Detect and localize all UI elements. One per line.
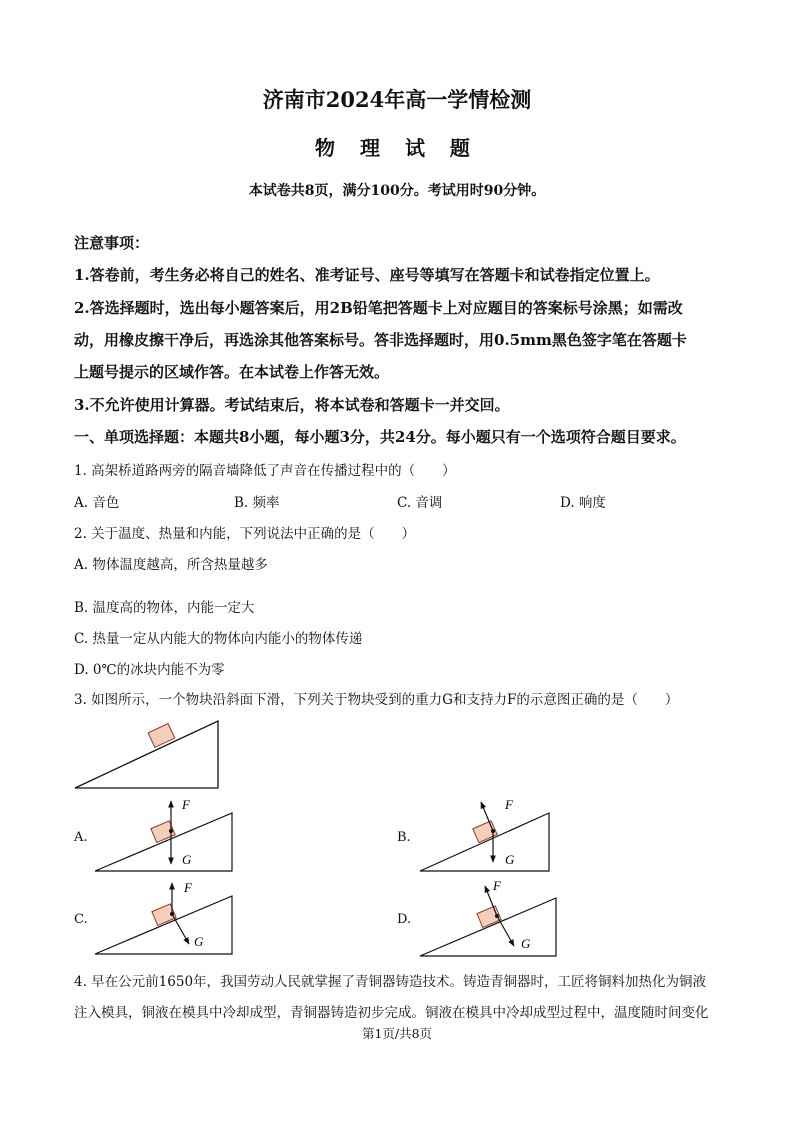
label-f: F <box>493 878 501 893</box>
incline-triangle <box>420 898 556 956</box>
label-g: G <box>521 936 531 951</box>
q3-main-figure <box>74 718 224 792</box>
q3-option-d-label: D. <box>397 912 412 927</box>
section-heading: 一、单项选择题：本题共8小题，每小题3分，共24分。每小题只有一个选项符合题目要求。 <box>74 428 686 446</box>
q3-option-c-diagram <box>92 878 237 958</box>
incline-triangle <box>75 721 218 788</box>
notice-line-5: 3.不允许使用计算器。考试结束后，将本试卷和答题卡一并交回。 <box>74 396 510 414</box>
q3-option-a-label: A. <box>74 830 88 845</box>
label-f: F <box>182 797 190 812</box>
notice-line-4: 上题号提示的区域作答。在本试卷上作答无效。 <box>74 363 390 381</box>
incline-triangle <box>420 813 549 871</box>
q2-option-a: A. 物体温度越高，所含热量越多 <box>74 557 268 573</box>
force-g-arrow <box>497 916 514 946</box>
force-g-arrow <box>172 914 189 944</box>
q4-line-1: 4. 早在公元前1650年，我国劳动人民就掌握了青铜器铸造技术。铸造青铜器时，工匠将铜料加热化为铜液 <box>74 974 707 990</box>
q1-stem: 1. 高架桥道路两旁的隔音墙降低了声音在传播过程中的（ ） <box>74 463 456 479</box>
label-g: G <box>505 852 515 867</box>
exam-info: 本试卷共8页，满分100分。考试用时90分钟。 <box>248 183 546 199</box>
subject-title: 物 理 试 题 <box>315 136 479 160</box>
q3-option-d-diagram <box>417 878 562 958</box>
q3-option-b-diagram <box>417 796 562 876</box>
q4-line-2: 注入模具，铜液在模具中冷却成型，青铜器铸造初步完成。铜液在模具中冷却成型过程中，温度随时间变化 <box>74 1005 709 1021</box>
notice-heading: 注意事项： <box>74 234 150 252</box>
q3-option-b-label: B. <box>397 830 411 845</box>
q2-option-c: C. 热量一定从内能大的物体向内能小的物体传递 <box>74 631 363 647</box>
q2-stem: 2. 关于温度、热量和内能，下列说法中正确的是（ ） <box>74 526 416 542</box>
label-g: G <box>194 934 204 949</box>
q3-option-a-diagram <box>92 796 237 876</box>
label-g: G <box>182 852 192 867</box>
q1-option-b: B. 频率 <box>234 495 280 511</box>
notice-line-3: 动，用橡皮擦干净后，再选涂其他答案标号。答非选择题时，用0.5mm黑色签字笔在答题卡 <box>74 331 687 349</box>
page-footer: 第1页/共8页 <box>361 1026 433 1041</box>
q1-option-a: A. 音色 <box>74 495 120 511</box>
notice-line-1: 1.答卷前，考生务必将自己的姓名、准考证号、座号等填写在答题卡和试卷指定位置上。 <box>74 266 660 284</box>
q1-option-c: C. 音调 <box>397 495 443 511</box>
q3-option-c-label: C. <box>74 912 88 927</box>
notice-line-2: 2.答选择题时，选出每小题答案后，用2B铅笔把答题卡上对应题目的答案标号涂黑；如需改 <box>74 299 683 317</box>
incline-triangle <box>95 896 232 954</box>
label-f: F <box>184 880 192 895</box>
q2-option-d: D. 0℃的冰块内能不为零 <box>74 662 225 678</box>
q2-option-b: B. 温度高的物体，内能一定大 <box>74 600 255 616</box>
incline-triangle <box>95 813 232 871</box>
exam-title: 济南市2024年高一学情检测 <box>262 87 532 112</box>
label-f: F <box>505 797 513 812</box>
q3-stem: 3. 如图所示，一个物块沿斜面下滑，下列关于物块受到的重力G和支持力F的示意图正确的是（ ） <box>74 692 679 708</box>
q1-option-d: D. 响度 <box>560 495 606 511</box>
